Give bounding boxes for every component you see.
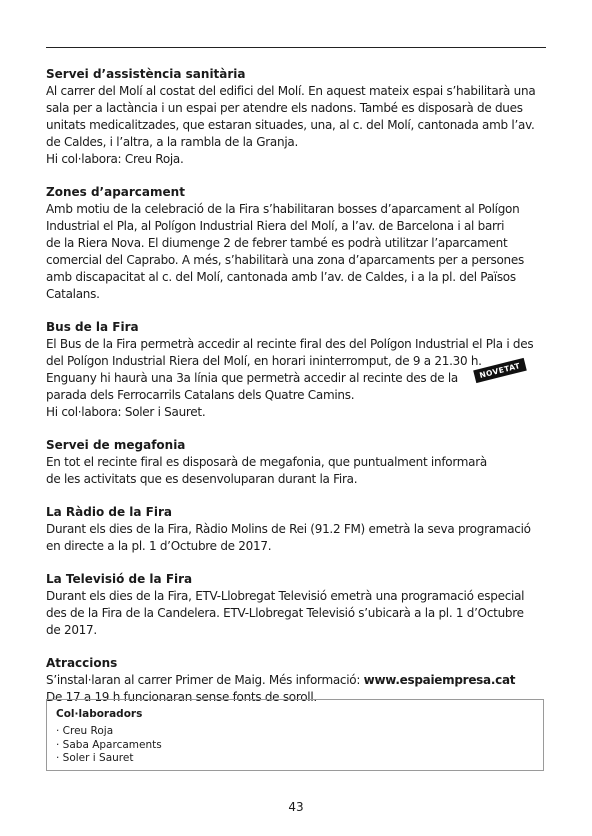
- section-heading: Bus de la Fira: [46, 320, 139, 334]
- body-line: Catalans.: [46, 287, 100, 301]
- section-sanitary-service: [46, 66, 556, 168]
- attractions-text: S’instal·laran al carrer Primer de Maig. Més informació:: [46, 673, 364, 687]
- section-heading: Zones d’aparcament: [46, 185, 185, 199]
- section-heading: La Televisió de la Fira: [46, 572, 193, 586]
- section-fair-radio: [46, 504, 556, 555]
- body-line: Durant els dies de la Fira, ETV-Llobregat Televisió emetrà una programació especial: [46, 589, 525, 603]
- page-content: [46, 66, 556, 722]
- page-number: 43: [288, 800, 304, 814]
- collaborators-box: [46, 699, 544, 771]
- section-fair-bus: [46, 319, 556, 421]
- body-line: De 17 a 19 h funcionaran sense fonts de soroll.: [46, 690, 317, 704]
- body-line: amb discapacitat al c. del Molí, cantonada amb l’av. de Caldes, i a la pl. del Països: [46, 270, 516, 284]
- new-badge: NOVETAT: [473, 358, 526, 383]
- top-rule: [46, 47, 546, 48]
- body-line: Durant els dies de la Fira, Ràdio Molins de Rei (91.2 FM) emetrà la seva programació: [46, 522, 531, 536]
- section-heading: Servei de megafonia: [46, 438, 186, 452]
- body-line: Hi col·labora: Soler i Sauret.: [46, 405, 206, 419]
- body-line: en directe a la pl. 1 d’Octubre de 2017.: [46, 539, 272, 553]
- body-line: [46, 672, 556, 689]
- body-line: des de la Fira de la Candelera. ETV-Llobregat Televisió s’ubicarà a la pl. 1 d’Octubre: [46, 606, 524, 620]
- section-fair-television: [46, 571, 556, 639]
- body-line: del Polígon Industrial Riera del Molí, en horari ininterromput, de 9 a 21.30 h.: [46, 354, 482, 368]
- body-line: Enguany hi haurà una 3a línia que permetrà accedir al recinte des de la: [46, 371, 458, 385]
- body-line: de 2017.: [46, 623, 97, 637]
- collaborator-item: · Soler i Sauret: [56, 752, 134, 764]
- section-heading: Servei d’assistència sanitària: [46, 67, 246, 81]
- body-line: unitats medicalitzades, que estaran situades, una, al c. del Molí, cantonada amb l’av.: [46, 118, 535, 132]
- collaborators-title: Col·laboradors: [56, 708, 143, 720]
- body-line: Industrial el Pla, al Polígon Industrial Riera del Molí, a l’av. de Barcelona i al barri: [46, 219, 505, 233]
- section-public-address: [46, 437, 556, 488]
- body-line: sala per a lactància i un espai per atendre els nadons. També es disposarà de dues: [46, 101, 523, 115]
- body-line: Al carrer del Molí al costat del edifici del Molí. En aquest mateix espai s’habilitarà una: [46, 84, 536, 98]
- body-line: Amb motiu de la celebració de la Fira s’habilitaran bosses d’aparcament al Polígon: [46, 202, 520, 216]
- collaborator-item: · Saba Aparcaments: [56, 738, 162, 751]
- section-heading: La Ràdio de la Fira: [46, 505, 173, 519]
- body-line: de les activitats que es desenvoluparan durant la Fira.: [46, 472, 358, 486]
- website-link[interactable]: www.espaiempresa.cat: [363, 673, 516, 687]
- collaborator-item: · Creu Roja: [56, 725, 114, 737]
- body-line: de la Riera Nova. El diumenge 2 de febrer també es podrà utilitzar l’aparcament: [46, 236, 508, 250]
- section-heading: Atraccions: [46, 656, 118, 670]
- body-line: El Bus de la Fira permetrà accedir al recinte firal des del Polígon Industrial el Pla i des: [46, 337, 534, 351]
- section-parking-zones: [46, 184, 556, 303]
- body-line: de Caldes, i l’altra, a la rambla de la Granja.: [46, 135, 298, 149]
- body-line: En tot el recinte firal es disposarà de megafonia, que puntualment informarà: [46, 455, 487, 469]
- body-line: comercial del Caprabo. A més, s’habilitarà una zona d’aparcaments per a persones: [46, 253, 524, 267]
- body-line: Hi col·labora: Creu Roja.: [46, 152, 184, 166]
- body-line: parada dels Ferrocarrils Catalans dels Quatre Camins.: [46, 388, 355, 402]
